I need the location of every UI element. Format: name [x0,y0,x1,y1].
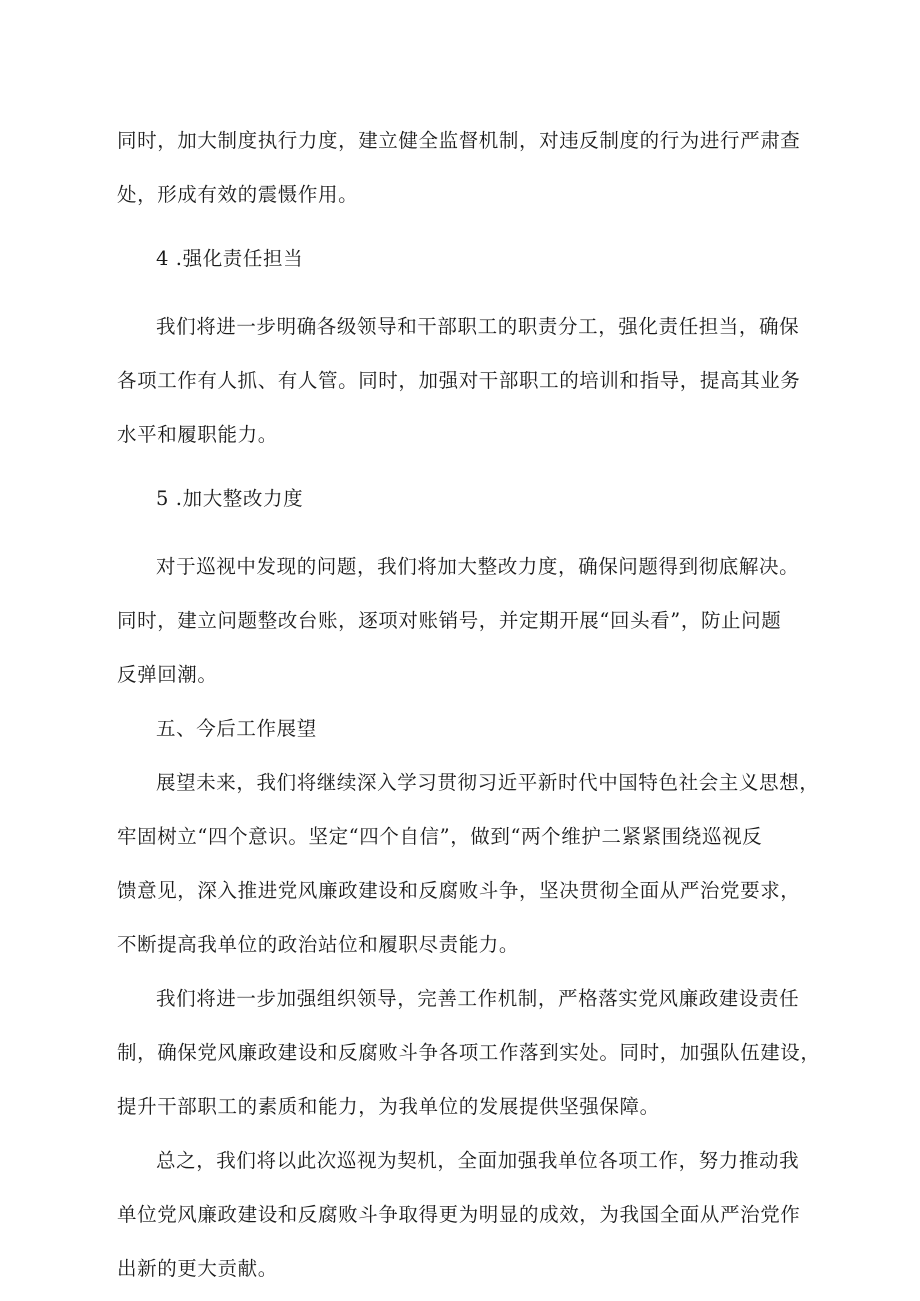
section-heading-outlook: 五、今后工作展望 [156,717,317,740]
paragraph-outlook [117,756,820,972]
paragraph-line: 总之，我们将以此次巡视为契机，全面加强我单位各项工作，努力推动我 [156,1149,800,1172]
paragraph-line: 制，确保党风廉政建设和反腐败斗争各项工作落到实处。同时，加强队伍建设， [117,1041,821,1064]
paragraph-line: 各项工作有人抓、有人管。同时，加强对干部职工的培训和指导，提高其业务 [117,369,801,392]
document-page [117,114,821,1296]
paragraph-organization [117,972,821,1134]
paragraph-line: 我们将进一步明确各级领导和干部职工的职责分工，强化责任担当，确保 [156,315,800,338]
paragraph-line: 处，形成有效的震慑作用。 [117,183,359,206]
section-heading-4: 4 .强化责任担当 [156,247,304,270]
paragraph-line: 馈意见，深入推进党风廉政建设和反腐败斗争，坚决贯彻全面从严治党要求， [117,879,801,902]
paragraph-line: 展望未来，我们将继续深入学习贯彻习近平新时代中国特色社会主义思想， [156,771,820,794]
paragraph-line: 同时，建立问题整改台账，逐项对账销号，并定期开展“回头看”，防止问题 [117,609,782,632]
paragraph-line: 牢固树立“四个意识。坚定“四个自信”，做到“两个维护二紧紧围绕巡视反 [117,825,763,848]
paragraph-supervision [117,114,807,222]
paragraph-line: 对于巡视中发现的问题，我们将加大整改力度，确保问题得到彻底解决。 [156,555,800,578]
paragraph-conclusion [117,1134,807,1296]
paragraph-line: 出新的更大贡献。 [117,1257,278,1280]
paragraph-rectification [117,540,807,702]
section-heading-5: 5 .加大整改力度 [156,487,304,510]
paragraph-line: 提升干部职工的素质和能力，为我单位的发展提供坚强保障。 [117,1095,660,1118]
paragraph-responsibility [117,300,807,462]
paragraph-line: 我们将进一步加强组织领导，完善工作机制，严格落实党风廉政建设责任 [156,987,800,1010]
paragraph-line: 单位党风廉政建设和反腐败斗争取得更为明显的成效，为我国全面从严治党作 [117,1203,801,1226]
paragraph-line: 水平和履职能力。 [117,423,278,446]
paragraph-line: 反弹回潮。 [117,663,218,686]
paragraph-line: 不断提高我单位的政治站位和履职尽责能力。 [117,933,520,956]
paragraph-line: 同时，加大制度执行力度，建立健全监督机制，对违反制度的行为进行严肃查 [117,129,801,152]
